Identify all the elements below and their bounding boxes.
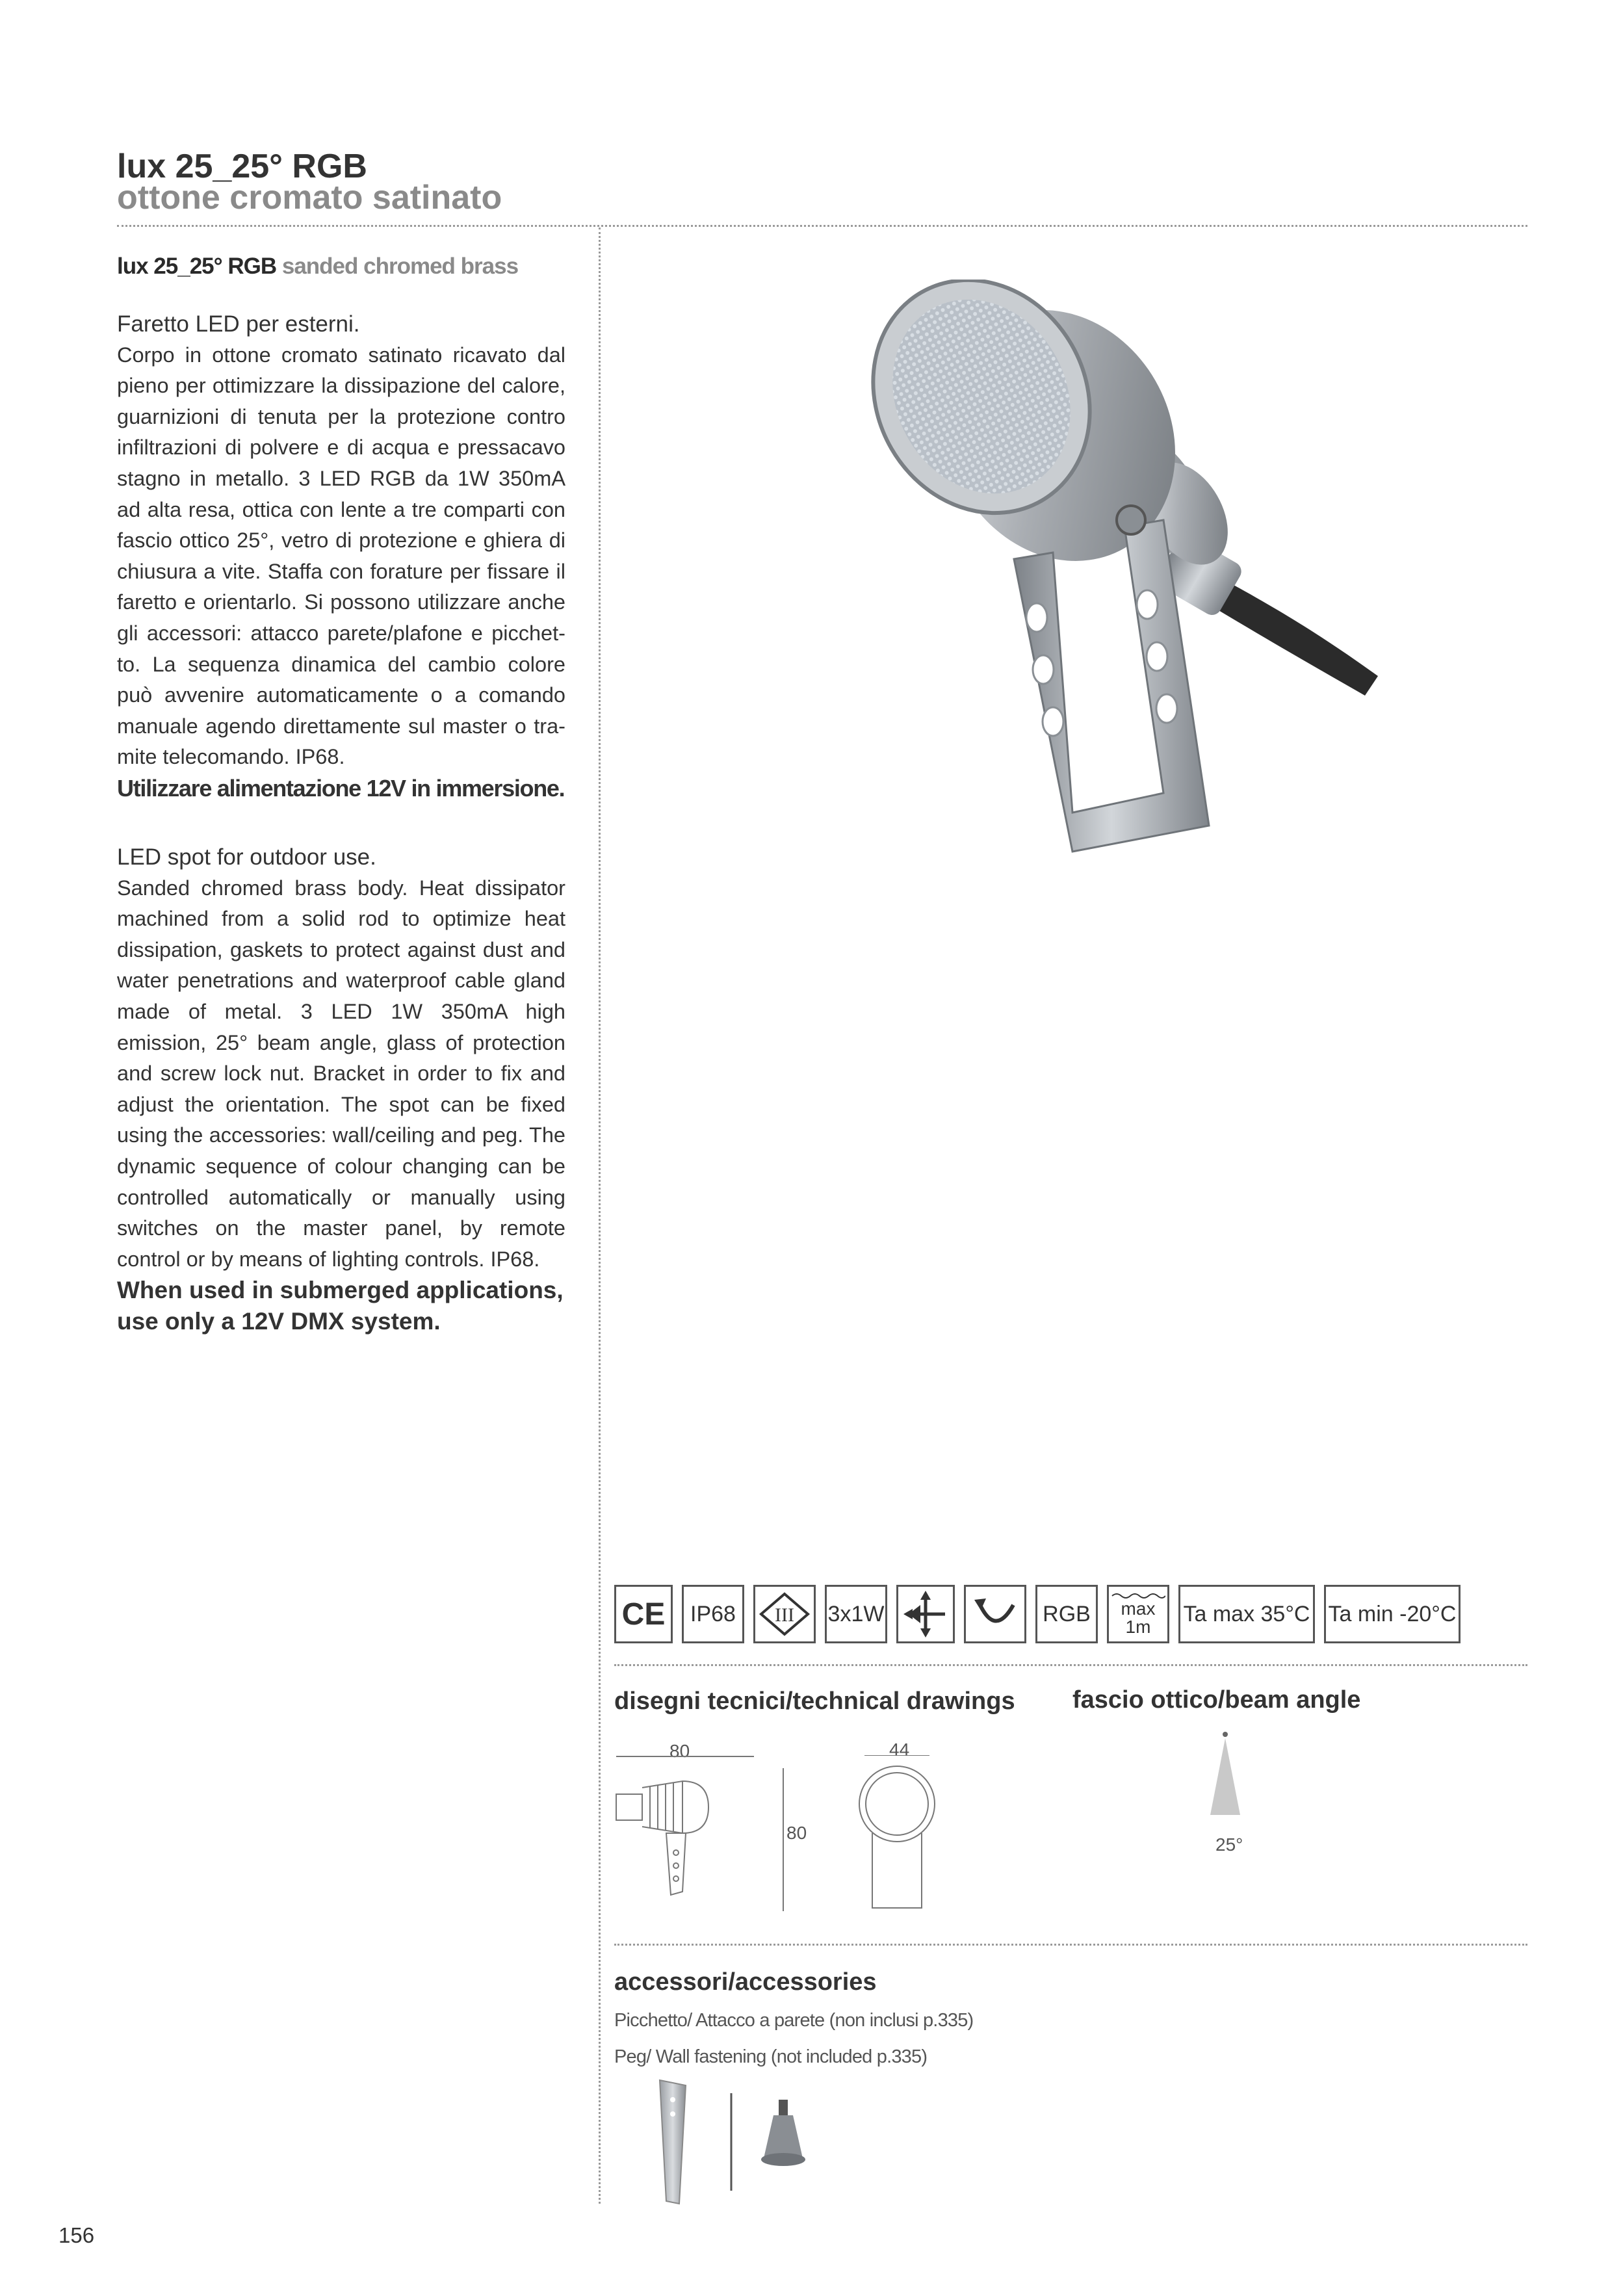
italian-description <box>117 309 565 804</box>
accessories-line-en: Peg/ Wall fastening (not included p.335) <box>614 2046 928 2067</box>
width-dimension: 80 <box>669 1741 690 1761</box>
italian-warning: Utilizzare alimentazione 12V in immersione. <box>117 774 565 802</box>
ip-rating: IP68 <box>682 1585 744 1643</box>
ta-max-label: Ta max 35°C <box>1178 1585 1315 1643</box>
rotation-icon <box>964 1585 1026 1643</box>
product-line-desc: sanded chromed brass <box>281 254 519 279</box>
italian-heading: Faretto LED per esterni. <box>117 311 360 337</box>
submersion-depth-icon <box>1107 1585 1169 1643</box>
english-heading: LED spot for outdoor use. <box>117 844 376 870</box>
depth-value: 1m <box>1125 1617 1151 1637</box>
rgb-label: RGB <box>1035 1585 1098 1643</box>
product-photo <box>708 280 1417 949</box>
product-line-name: lux 25_25° RGB <box>117 254 277 279</box>
ce-mark-icon: CE <box>614 1585 673 1643</box>
spec-icons <box>614 1585 1461 1647</box>
product-title: lux 25_25° RGB <box>117 148 367 185</box>
product-subtitle: ottone cromato satinato <box>117 179 502 216</box>
english-body: Sanded chromed brass body. Heat dissipator machined from a solid rod to optimize heat dissipation, gaskets to protect against dust and water penetrations and waterproof cable gland made of metal. 3 LED 1W 350mA high emission, 25° beam angle, glass of protection and screw lock nut. Bracket in order to fix and adjust the orientation. The spot can be fixed using the accessories: wall/ceiling and peg. The dynamic sequence of colour changing can be controlled automatically or manually using switches on the master panel, by remote control or by means of lighting controls. IP68. <box>117 876 565 1271</box>
ta-min-label: Ta min -20°C <box>1324 1585 1461 1643</box>
beam-angle-title: fascio ottico/beam angle <box>1072 1686 1361 1714</box>
beam-angle-value: 25° <box>1215 1834 1243 1855</box>
page-number: 156 <box>58 2223 95 2247</box>
top-divider <box>117 225 1527 227</box>
beam-cone-icon <box>1202 1729 1248 1827</box>
adjustable-orientation-icon <box>896 1585 955 1643</box>
height-dimension: 80 <box>786 1823 807 1843</box>
mid-divider <box>614 1664 1527 1666</box>
column-divider <box>599 228 601 2204</box>
class-iii-label: III <box>775 1604 794 1626</box>
technical-drawing <box>611 1755 949 1918</box>
class-iii-icon <box>753 1585 816 1643</box>
power-rating: 3x1W <box>825 1585 887 1643</box>
accessories-divider <box>614 1944 1527 1946</box>
italian-body: Corpo in ottone cromato satinato ricavato dal pieno per ottimizzare la dissipazione del calore, guarnizioni di tenuta per la protezione contro infiltrazioni di polvere e di acqua e pressacavo stagno in metallo. 3 LED RGB da 1W 350mA ad alta resa, ottica con lente a tre comparti con fascio ottico 25°, vetro di protezione e ghiera di chiusura a vite. Staffa con forature per fissare il faretto e orientarlo. Si possono utilizzare anche gli accessori: attacco parete/plafone e picchet- to. La sequenza dinamica del cambio colore può avvenire automaticamente o a comando manuale agendo direttamente sul master o tra- mite telecomando. IP68. <box>117 343 565 769</box>
diameter-dimension: 44 <box>889 1740 910 1760</box>
accessories-line-it: Picchetto/ Attacco a parete (non inclusi p.335) <box>614 2010 974 2031</box>
english-description <box>117 842 565 1337</box>
product-line <box>117 254 518 280</box>
accessories-title: accessori/accessories <box>614 1968 877 1996</box>
accessories-images <box>647 2074 842 2210</box>
english-warning: When used in submerged applications, use only a 12V DMX system. <box>117 1277 564 1335</box>
technical-drawings-title: disegni tecnici/technical drawings <box>614 1688 1015 1715</box>
depth-label: max <box>1121 1598 1156 1619</box>
